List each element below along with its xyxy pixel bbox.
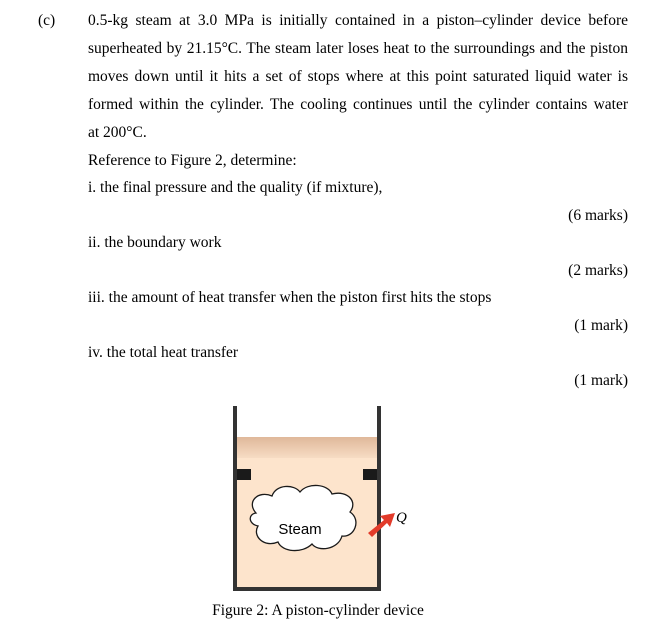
reference-text: Reference to Figure 2, determine:: [88, 152, 297, 169]
question-label: (c): [38, 12, 56, 29]
question-line-1: 0.5-kg steam at 3.0 MPa is initially contained in a piston–cylinder device before: [88, 12, 628, 29]
question-line-3: moves down until it hits a set of stops where at this point saturated liquid water is: [88, 68, 628, 85]
steam-label: Steam: [278, 521, 322, 538]
part-iii-text: iii. the amount of heat transfer when the piston first hits the stops: [88, 289, 492, 306]
part-ii-marks: (2 marks): [568, 262, 628, 279]
question-line-5: at 200°C.: [88, 124, 147, 141]
question-line-4: formed within the cylinder. The cooling continues until the cylinder contains water: [88, 96, 628, 113]
part-i-marks: (6 marks): [568, 207, 628, 224]
left-stop: [237, 469, 251, 480]
piston: [237, 437, 377, 458]
part-iv-text: iv. the total heat transfer: [88, 344, 239, 361]
steam-cloud: [250, 485, 356, 550]
part-i-text: i. the final pressure and the quality (if mixture),: [88, 179, 383, 196]
heat-label: Q: [396, 510, 407, 526]
right-stop: [363, 469, 377, 480]
cylinder-left-wall: [233, 406, 237, 591]
figure-caption: Figure 2: A piston-cylinder device: [212, 602, 424, 619]
part-iii-marks: (1 mark): [574, 317, 628, 334]
piston-cylinder-figure: [228, 400, 428, 598]
question-line-2: superheated by 21.15°C. The steam later loses heat to the surroundings and the piston: [88, 40, 628, 57]
cylinder-right-wall: [377, 406, 381, 591]
part-ii-text: ii. the boundary work: [88, 234, 222, 251]
figure-caption-row: [0, 602, 652, 620]
part-iv-marks: (1 mark): [574, 372, 628, 389]
cylinder-bottom-wall: [233, 587, 381, 591]
